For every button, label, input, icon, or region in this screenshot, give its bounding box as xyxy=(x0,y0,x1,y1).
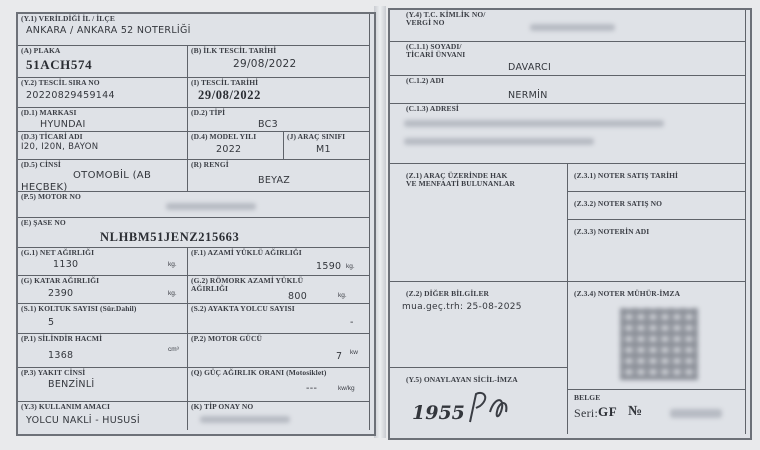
field-notary-sale-no xyxy=(568,192,746,220)
field-value: 29/08/2022 xyxy=(233,58,297,70)
field-label: (D.2) TİPİ xyxy=(191,108,226,117)
owner-info-panel xyxy=(388,8,752,440)
field-vehicle-class xyxy=(284,132,370,160)
field-document-serial xyxy=(568,390,746,434)
field-plate xyxy=(18,46,188,78)
field-name xyxy=(390,76,746,104)
field-label: (Y.1) VERİLDİĞİ İL / İLÇE xyxy=(21,14,115,23)
field-label: BELGE xyxy=(574,393,601,402)
field-value: 29/08/2022 xyxy=(198,88,261,102)
unit-label: kg. xyxy=(346,263,355,270)
unit-label: kw xyxy=(350,349,358,356)
field-label: (Y.5) ONAYLAYAN SİCİL-İMZA xyxy=(406,375,518,384)
field-usage-purpose xyxy=(18,402,188,430)
field-brand xyxy=(18,108,188,132)
field-value: M1 xyxy=(316,144,331,155)
unit-label: kg. xyxy=(168,290,177,297)
field-value: NLHBM51JENZ215663 xyxy=(100,230,240,244)
field-registration-serial xyxy=(18,78,188,108)
field-label: (Z.2) DİĞER BİLGİLER xyxy=(406,289,490,298)
field-value: BEYAZ xyxy=(258,175,291,186)
redacted-address-line xyxy=(404,138,594,145)
field-engine-power xyxy=(188,334,370,368)
field-value: BENZİNLİ xyxy=(48,379,95,390)
field-value: 1130 xyxy=(53,259,79,270)
approver-id-value: 1955 xyxy=(412,402,465,424)
field-value: 5 xyxy=(48,317,55,328)
field-label: (Z.3.1) NOTER SATIŞ TARİHİ xyxy=(574,171,679,180)
field-label: (Q) GÜÇ AĞIRLIK ORANI (Motosiklet) xyxy=(191,368,327,377)
field-label: (Y.2) TESCİL SIRA NO xyxy=(21,78,100,87)
field-power-weight-ratio xyxy=(188,368,370,402)
plate-value: 51ACH574 xyxy=(26,57,93,72)
field-value: - xyxy=(350,317,354,328)
field-label: (D.4) MODEL YILI xyxy=(191,132,257,141)
field-label: (I) TESCİL TARİHİ xyxy=(191,78,259,87)
number-sign: № xyxy=(628,404,643,419)
field-value: I20, I20N, BAYON xyxy=(21,142,99,152)
field-other-info xyxy=(390,282,568,368)
field-value: 20220829459144 xyxy=(26,90,115,101)
field-first-registration-date xyxy=(188,46,370,78)
field-value: DAVARCI xyxy=(508,62,552,73)
field-color xyxy=(188,160,370,192)
field-label: (D.3) TİCARİ ADI xyxy=(21,132,83,141)
field-value: 800 xyxy=(288,291,308,302)
field-label: (G) KATAR AĞIRLIĞI xyxy=(21,276,100,285)
field-label: (K) TİP ONAY NO xyxy=(191,402,254,411)
field-cylinder-volume xyxy=(18,334,188,368)
field-kind xyxy=(18,160,188,192)
field-label: (P.1) SİLİNDİR HACMİ xyxy=(21,334,103,343)
field-label: (J) ARAÇ SINIFI xyxy=(287,132,346,141)
field-label: (R) RENGİ xyxy=(191,160,229,169)
field-seat-count xyxy=(18,304,188,334)
field-label: (Z.3.4) NOTER MÜHÜR-İMZA xyxy=(574,289,681,298)
serial-prefix: Seri: xyxy=(574,406,599,420)
serial-series: GF xyxy=(598,404,618,419)
field-value: OTOMOBİL (AB HEÇBEK) xyxy=(21,170,152,192)
field-value: HYUNDAI xyxy=(40,119,86,130)
field-label: (G.1) NET AĞIRLIĞI xyxy=(21,248,95,257)
field-label: (Y.4) T.C. KİMLİK NO/ VERGİ NO xyxy=(406,10,486,27)
field-notary-sale-date xyxy=(568,164,746,192)
field-value: mua.geç.trh: 25-08-2025 xyxy=(402,302,522,312)
field-label: (D.5) CİNSİ xyxy=(21,160,61,169)
unit-label: kw/kg xyxy=(338,385,355,392)
field-tax-id xyxy=(390,10,746,42)
field-value: 1590 xyxy=(316,261,342,272)
field-value: 7 xyxy=(336,351,343,362)
field-value: YOLCU NAKLİ - HUSUSİ xyxy=(26,415,140,426)
field-address xyxy=(390,104,746,164)
qr-code xyxy=(620,308,698,380)
field-label: (Z.3.3) NOTERİN ADI xyxy=(574,227,650,236)
field-surname xyxy=(390,42,746,76)
redacted-approval-no xyxy=(200,416,290,423)
field-type xyxy=(188,108,370,132)
field-model-year xyxy=(188,132,284,160)
field-value: 2022 xyxy=(216,144,242,155)
field-label: (E) ŞASE NO xyxy=(21,218,66,227)
field-label: (D.1) MARKASI xyxy=(21,108,77,117)
field-standing-count xyxy=(188,304,370,334)
field-value: 1368 xyxy=(48,350,74,361)
field-label: (P.3) YAKIT CİNSİ xyxy=(21,368,86,377)
field-label: (C.1.3) ADRESİ xyxy=(406,104,459,113)
field-value: 2390 xyxy=(48,288,74,299)
redacted-address-line xyxy=(404,120,664,127)
field-label: (P.2) MOTOR GÜCÜ xyxy=(191,334,262,343)
field-label: (Z.3.2) NOTER SATIŞ NO xyxy=(574,199,663,208)
field-value: BC3 xyxy=(258,119,278,130)
field-max-weight xyxy=(188,248,370,276)
field-commercial-name xyxy=(18,132,188,160)
field-label: (C.1.1) SOYADI/ TİCARİ ÜNVANI xyxy=(406,42,466,59)
field-label: (S.2) AYAKTA YOLCU SAYISI xyxy=(191,304,295,313)
field-label: (C.1.2) ADI xyxy=(406,76,444,85)
field-engine-no xyxy=(18,192,370,218)
field-trailer-weight xyxy=(188,276,370,304)
unit-label: kg. xyxy=(168,261,177,268)
field-value: ANKARA / ANKARA 52 NOTERLİĞİ xyxy=(26,25,191,36)
field-label: (S.1) KOLTUK SAYISI (Sür.Dahil) xyxy=(21,304,137,313)
field-label: (B) İLK TESCİL TARİHİ xyxy=(191,46,277,55)
field-net-weight xyxy=(18,248,188,276)
field-value: --- xyxy=(306,383,318,394)
field-label: (A) PLAKA xyxy=(21,46,61,55)
field-value: NERMİN xyxy=(508,90,548,101)
field-label: (Y.3) KULLANIM AMACI xyxy=(21,402,111,411)
redacted-serial-no xyxy=(670,409,722,418)
unit-label: kg. xyxy=(338,292,347,299)
field-label: (G.2) RÖMORK AZAMİ YÜKLÜ AĞIRLIĞI xyxy=(191,276,304,293)
field-train-weight xyxy=(18,276,188,304)
field-approver-signature xyxy=(390,368,568,434)
signature-scribble xyxy=(464,388,514,426)
field-fuel-type xyxy=(18,368,188,402)
vehicle-info-panel xyxy=(16,12,376,436)
field-type-approval-no xyxy=(188,402,370,430)
field-label: (Z.1) ARAÇ ÜZERİNDE HAK VE MENFAATİ BULUNANLAR xyxy=(406,171,516,188)
unit-label: cm³ xyxy=(168,346,179,353)
field-label: (F.1) AZAMİ YÜKLÜ AĞIRLIĞI xyxy=(191,248,302,257)
field-notary-name xyxy=(568,220,746,282)
field-chassis-no xyxy=(18,218,370,248)
redacted-engine-no xyxy=(166,203,256,210)
field-notary-seal xyxy=(568,282,746,390)
redacted-tax-id xyxy=(530,24,615,31)
field-y1 xyxy=(18,14,370,46)
field-liens xyxy=(390,164,568,282)
field-label: (P.5) MOTOR NO xyxy=(21,192,81,201)
field-registration-date xyxy=(188,78,370,108)
